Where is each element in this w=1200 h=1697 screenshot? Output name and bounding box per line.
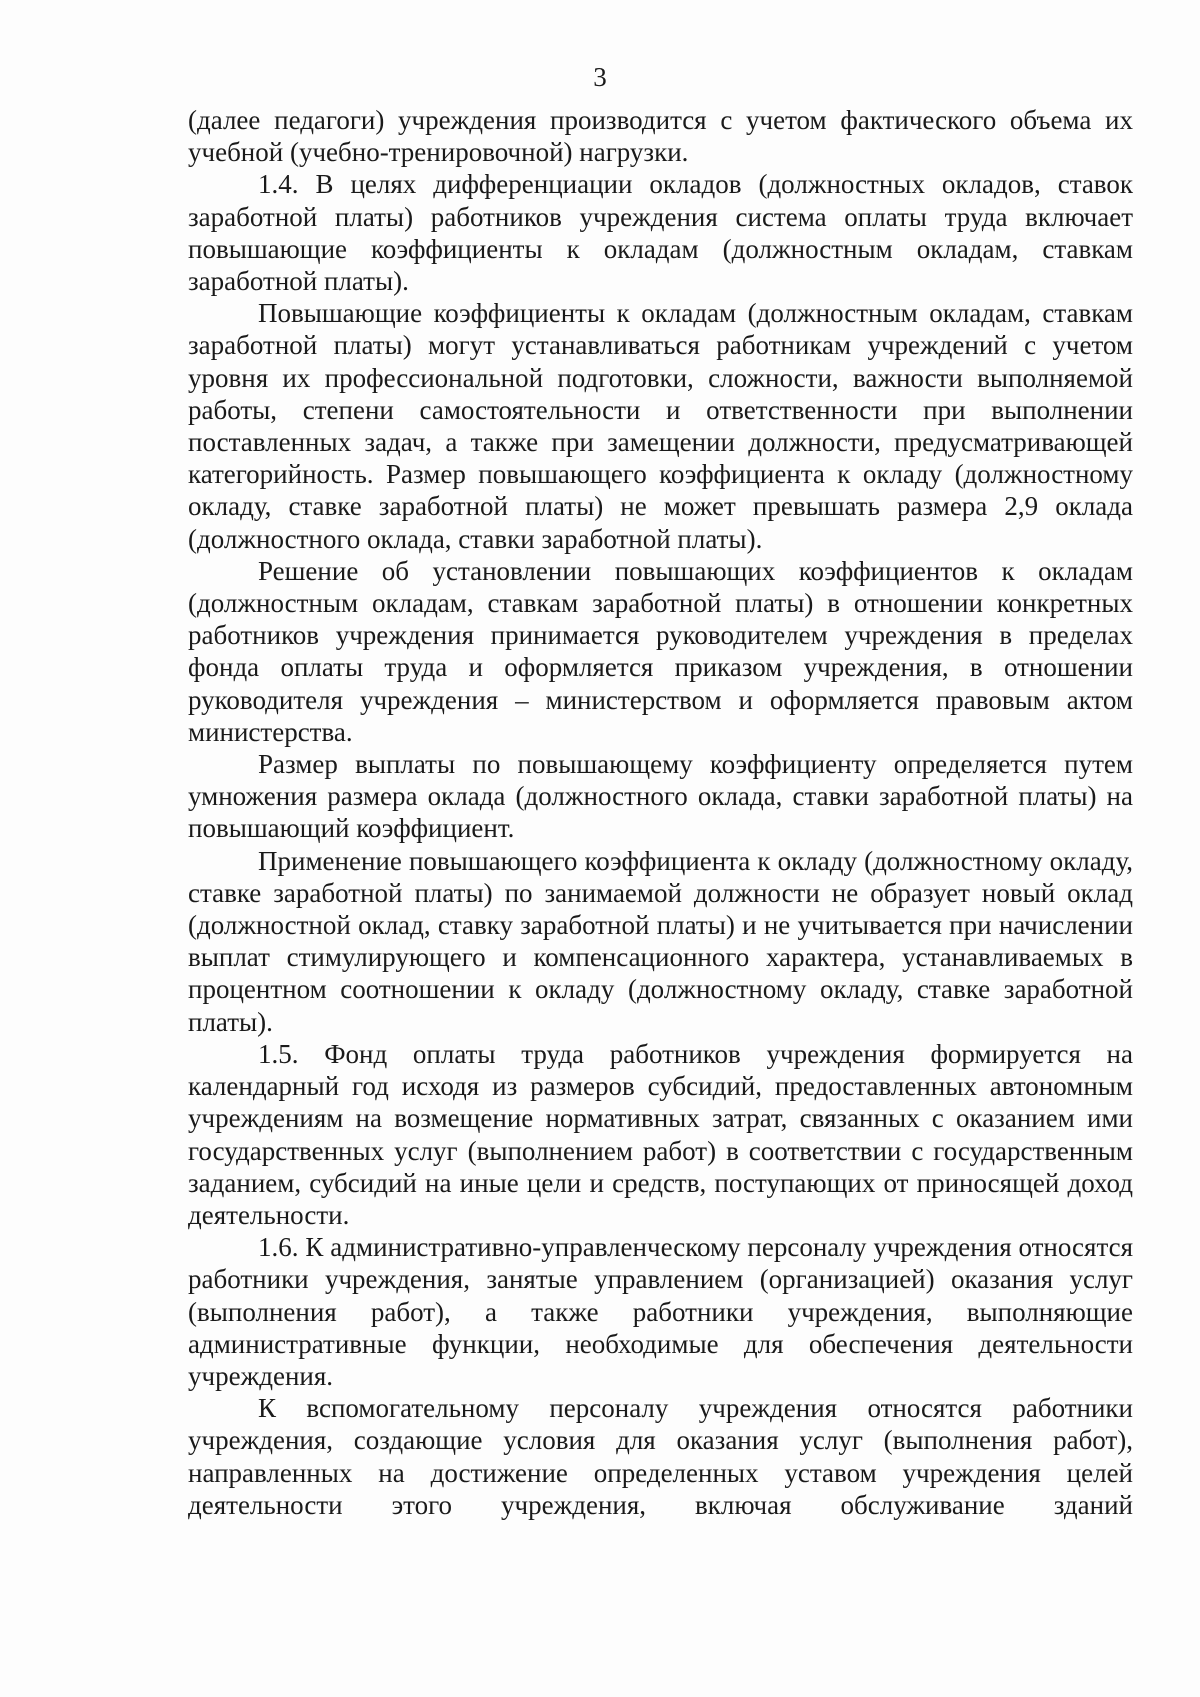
paragraph-coefficients: Повышающие коэффициенты к окладам (должностным окладам, ставкам заработной платы) могут устанавливаться работникам учреждений с учетом уровня их профессиональной подготовки, сложности, важности выполняемой работы, степени самостоятельности и ответственности при выполнении поставленных задач, а также при замещении должности, предусматривающей категорийность. Размер повышающего коэффициента к окладу (должностному окладу, ставке заработной платы) не может превышать размера 2,9 оклада (должностного оклада, ставки заработной платы). (188, 298, 1133, 554)
page-number: 3 (593, 62, 607, 92)
paragraph-clause-1-4: 1.4. В целях дифференциации окладов (должностных окладов, ставок заработной платы) работников учреждения система оплаты труда включает повышающие коэффициенты к окладам (должностным окладам, ставкам заработной платы). (188, 169, 1133, 297)
paragraph-continuation: (далее педагоги) учреждения производится с учетом фактического объема их учебной (учебно-тренировочной) нагрузки. (188, 105, 1133, 168)
paragraph-clause-1-6: 1.6. К административно-управленческому персоналу учреждения относятся работники учреждения, занятые управлением (организацией) оказания услуг (выполнения работ), а также работники учреждения, выполняющие административные функции, необходимые для обеспечения деятельности учреждения. (188, 1232, 1133, 1391)
paragraph-support-staff: К вспомогательному персоналу учреждения относятся работники учреждения, создающие условия для оказания услуг (выполнения работ), направленных на достижение определенных уставом учреждения целей деятельности этого учреждения, включая обслуживание зданий (188, 1393, 1133, 1520)
document-body (188, 104, 1133, 1521)
paragraph-payment-size: Размер выплаты по повышающему коэффициенту определяется путем умножения размера оклада (должностного оклада, ставки заработной платы) на повышающий коэффициент. (188, 749, 1133, 844)
paragraph-decision: Решение об установлении повышающих коэффициентов к окладам (должностным окладам, ставкам заработной платы) в отношении конкретных работников учреждения принимается руководителем учреждения в пределах фонда оплаты труда и оформляется приказом учреждения, в отношении руководителя учреждения – министерством и оформляется правовым актом министерства. (188, 555, 1133, 747)
paragraph-clause-1-5: 1.5. Фонд оплаты труда работников учреждения формируется на календарный год исходя из размеров субсидий, предоставленных автономным учреждениям на возмещение нормативных затрат, связанных с оказанием ими государственных услуг (выполнением работ) в соответствии с государственным заданием, субсидий на иные цели и средств, поступающих от приносящей доход деятельности. (188, 1038, 1133, 1230)
paragraph-application: Применение повышающего коэффициента к окладу (должностному окладу, ставке заработной платы) по занимаемой должности не образует новый оклад (должностной оклад, ставку заработной платы) и не учитывается при начислении выплат стимулирующего и компенсационного характера, устанавливаемых в процентном соотношении к окладу (должностному окладу, ставке заработной платы). (188, 845, 1133, 1037)
